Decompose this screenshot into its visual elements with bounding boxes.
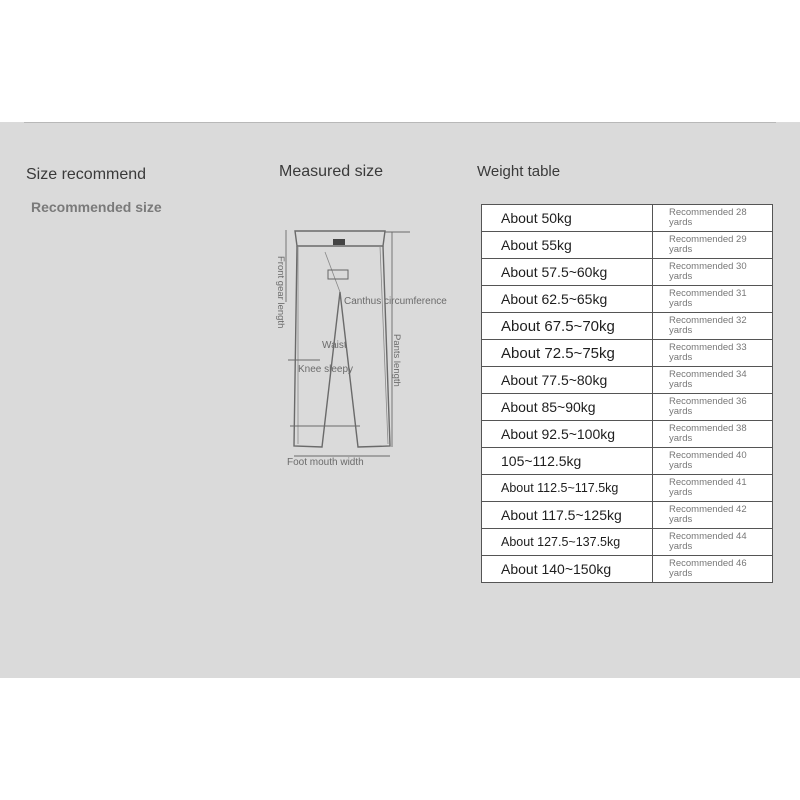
weight-cell: About 62.5~65kg: [482, 286, 653, 313]
weight-cell: About 117.5~125kg: [482, 502, 653, 529]
table-row: [482, 367, 773, 394]
weight-cell: About 85~90kg: [482, 394, 653, 421]
table-row: [482, 421, 773, 448]
weight-cell: About 57.5~60kg: [482, 259, 653, 286]
weight-cell: About 55kg: [482, 232, 653, 259]
recommended-size-cell: Recommended 33 yards: [653, 340, 773, 367]
pants-length-label: Pants length: [391, 334, 402, 387]
front-gear-length-label: Front gear length: [275, 256, 286, 329]
table-row: [482, 259, 773, 286]
recommended-size-cell: Recommended 28 yards: [653, 205, 773, 232]
recommended-size-cell: Recommended 31 yards: [653, 286, 773, 313]
waist-button: [333, 239, 345, 245]
table-row: [482, 205, 773, 232]
size-chart-panel: [0, 122, 800, 678]
table-row: [482, 286, 773, 313]
recommended-size-cell: Recommended 38 yards: [653, 421, 773, 448]
knee-sleepy-label: Knee sleepy: [298, 364, 354, 375]
recommended-size-cell: Recommended 29 yards: [653, 232, 773, 259]
weight-table-body: [482, 205, 773, 583]
weight-cell: About 112.5~117.5kg: [482, 475, 653, 502]
table-row: [482, 475, 773, 502]
weight-cell: About 67.5~70kg: [482, 313, 653, 340]
pants-outline: [294, 231, 390, 447]
recommended-size-cell: Recommended 40 yards: [653, 448, 773, 475]
divider-line: [24, 122, 776, 123]
table-row: [482, 394, 773, 421]
canthus-circumference-label: Canthus circumference: [344, 296, 447, 307]
weight-cell: About 140~150kg: [482, 556, 653, 583]
size-recommend-heading: Size recommend: [26, 166, 147, 183]
weight-cell: About 77.5~80kg: [482, 367, 653, 394]
table-row: [482, 340, 773, 367]
recommended-size-cell: Recommended 34 yards: [653, 367, 773, 394]
recommended-size-subheading: Recommended size: [31, 199, 162, 215]
recommended-size-cell: Recommended 32 yards: [653, 313, 773, 340]
recommended-size-cell: Recommended 42 yards: [653, 502, 773, 529]
measured-size-heading: Measured size: [279, 163, 384, 180]
table-row: [482, 313, 773, 340]
recommended-size-cell: Recommended 30 yards: [653, 259, 773, 286]
zipper-mark: [328, 270, 348, 279]
recommended-size-cell: Recommended 36 yards: [653, 394, 773, 421]
table-row: [482, 556, 773, 583]
weight-table-heading: Weight table: [477, 163, 561, 180]
weight-cell: 105~112.5kg: [482, 448, 653, 475]
table-row: [482, 232, 773, 259]
table-row: [482, 502, 773, 529]
recommended-size-cell: Recommended 41 yards: [653, 475, 773, 502]
weight-cell: About 92.5~100kg: [482, 421, 653, 448]
waist-label: Waist: [322, 340, 347, 351]
table-row: [482, 529, 773, 556]
pants-measurement-diagram: [270, 202, 470, 482]
table-row: [482, 448, 773, 475]
weight-table: [481, 204, 773, 583]
recommended-size-cell: Recommended 44 yards: [653, 529, 773, 556]
weight-cell: About 127.5~137.5kg: [482, 529, 653, 556]
foot-mouth-width-label: Foot mouth width: [287, 457, 364, 468]
weight-cell: About 72.5~75kg: [482, 340, 653, 367]
recommended-size-cell: Recommended 46 yards: [653, 556, 773, 583]
weight-cell: About 50kg: [482, 205, 653, 232]
